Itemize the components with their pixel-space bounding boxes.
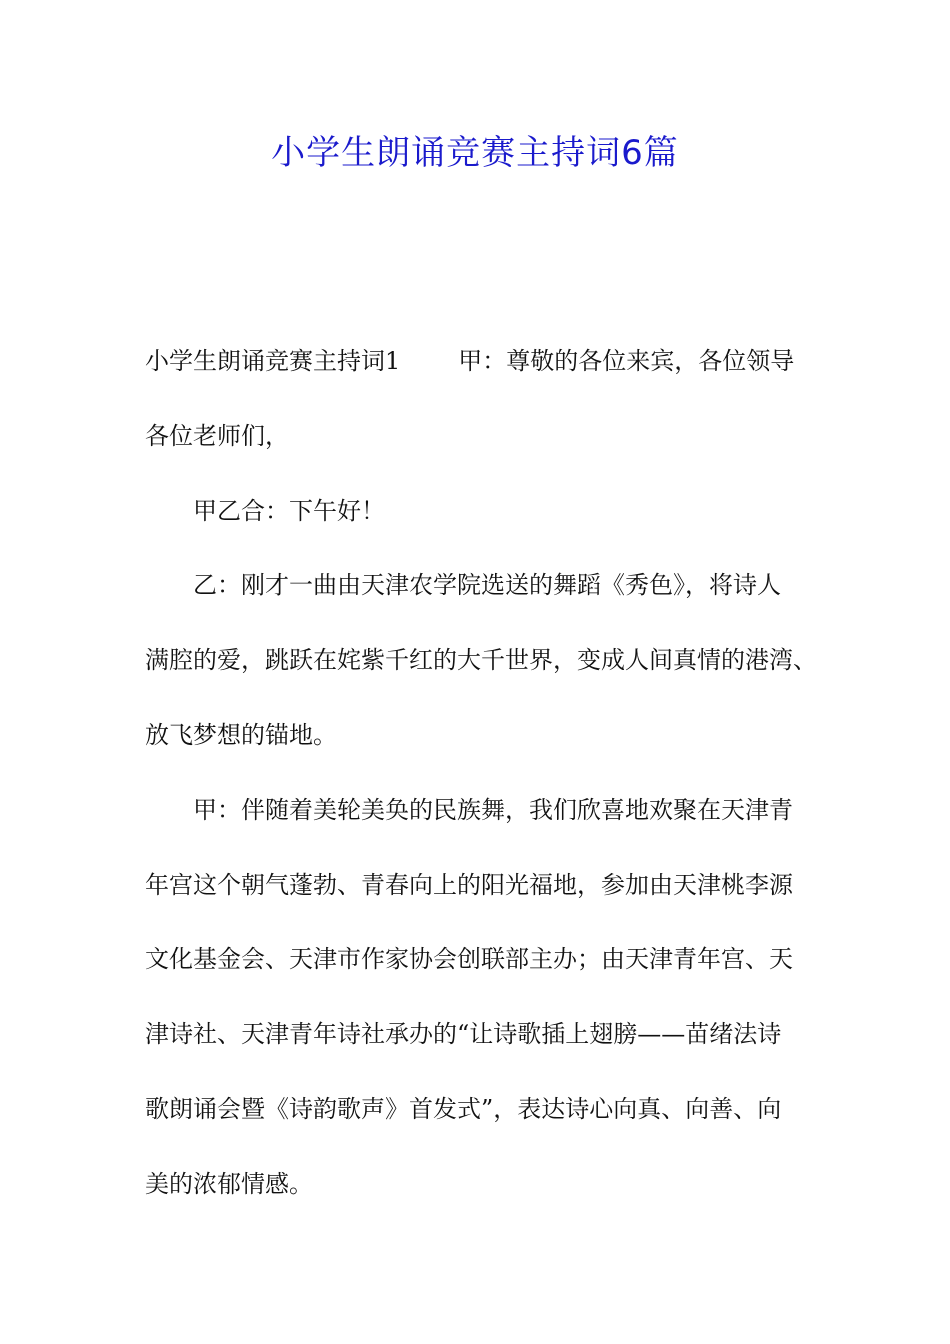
body-line-5: 满腔的爱，跳跃在姹紫千红的大千世界，变成人间真情的港湾、 bbox=[145, 646, 817, 675]
body-line-8: 年宫这个朝气蓬勃、青春向上的阳光福地，参加由天津桃李源 bbox=[145, 870, 793, 899]
body-line-7: 甲：伴随着美轮美奂的民族舞，我们欣喜地欢聚在天津青 bbox=[193, 795, 793, 824]
section-heading: 小学生朗诵竞赛主持词1 bbox=[145, 347, 401, 375]
body-line-11: 歌朗诵会暨《诗韵歌声》首发式”，表达诗心向真、向善、向 bbox=[145, 1094, 782, 1123]
body-line-10: 津诗社、天津青年诗社承办的“让诗歌插上翅膀——苗绪法诗 bbox=[145, 1020, 782, 1049]
body-line-4: 乙：刚才一曲由天津农学院选送的舞蹈《秀色》，将诗人 bbox=[193, 571, 781, 600]
body-line-6: 放飞梦想的锚地。 bbox=[145, 720, 337, 749]
body-line-2: 各位老师们， bbox=[145, 421, 289, 450]
document-title: 小学生朗诵竞赛主持词6篇 bbox=[271, 133, 679, 173]
body-line-1 bbox=[145, 337, 835, 412]
body-line-3: 甲乙合：下午好！ bbox=[193, 496, 385, 525]
body-line-12: 美的浓郁情感。 bbox=[145, 1169, 313, 1198]
document-body bbox=[145, 337, 835, 1235]
body-text-segment: 甲：尊敬的各位来宾，各位领导 bbox=[458, 347, 795, 375]
body-line-9: 文化基金会、天津市作家协会创联部主办；由天津青年宫、天 bbox=[145, 945, 793, 974]
